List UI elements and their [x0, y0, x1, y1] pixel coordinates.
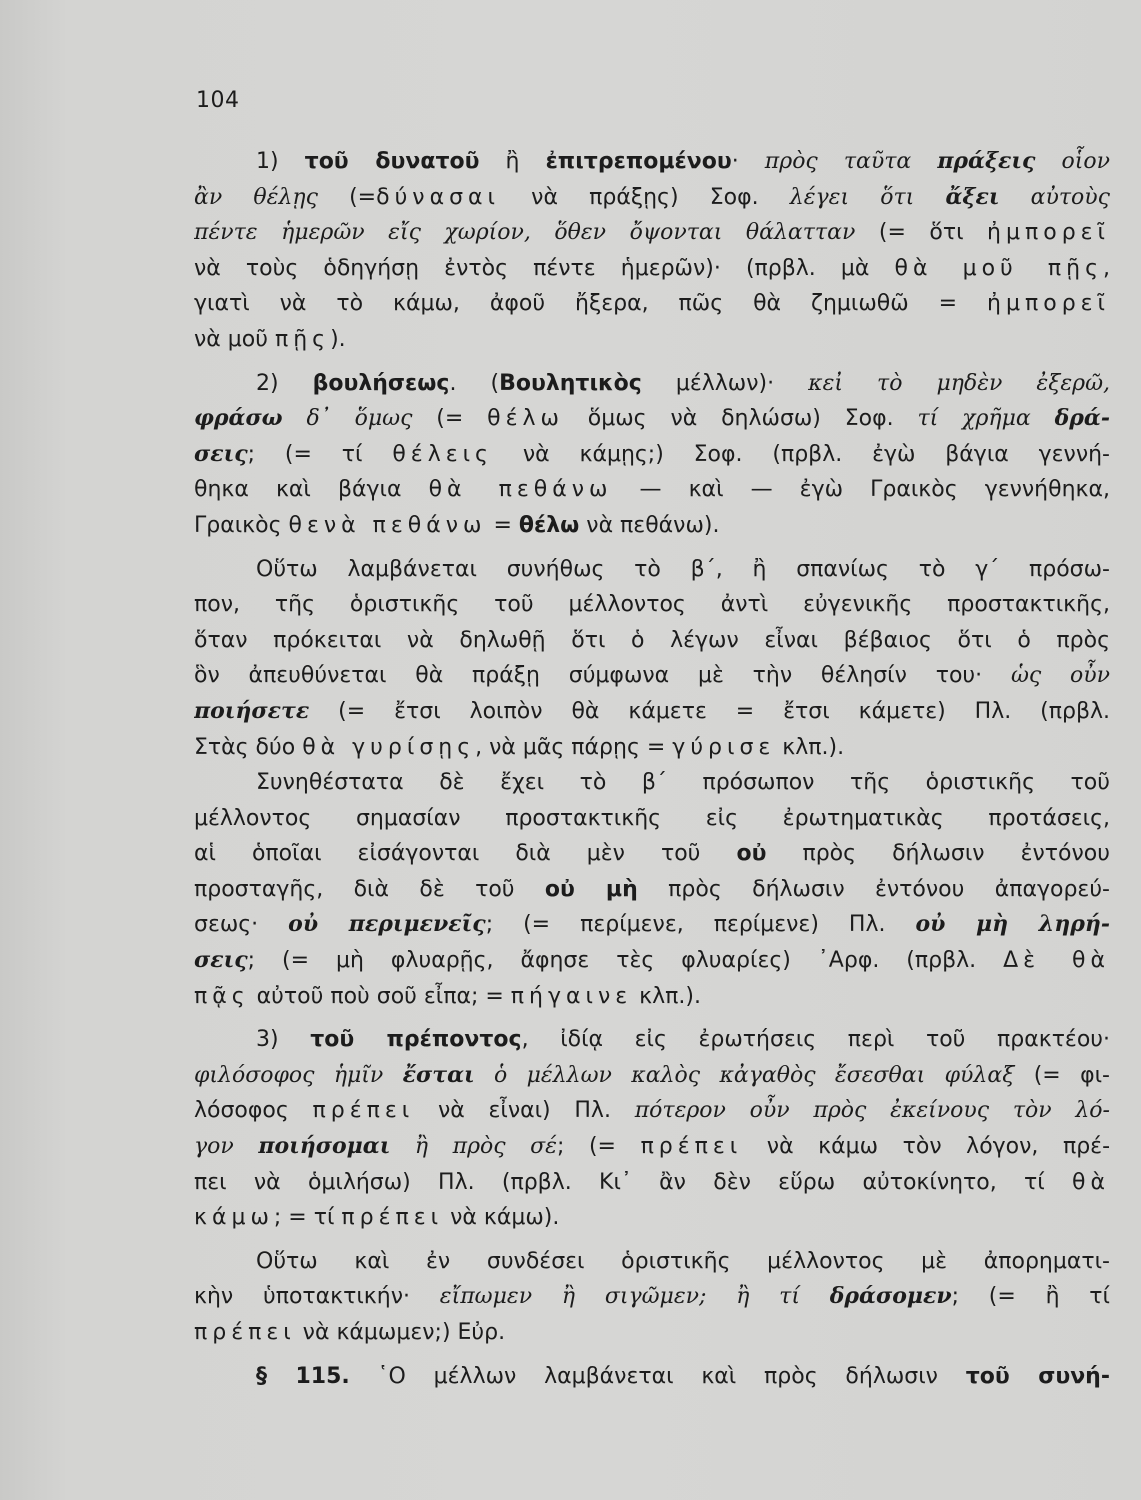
text-run: τοῦ δυνατοῦ: [304, 149, 480, 174]
text-run: κεἰ τὸ μηδὲν ἐξερῶ,: [808, 370, 1110, 396]
text-line: [194, 694, 1110, 730]
text-line: [194, 366, 1110, 402]
text-run: ; (= ἢ τί: [951, 1284, 1110, 1310]
text-run: πει νὰ ὁμιλήσω) Πλ. (πρβλ. Κι᾽ ἂν δὲν εὕρω αὐτοκίνητο, τί: [194, 1169, 1073, 1195]
text-run: ὡς οὖν: [1010, 663, 1110, 689]
text-run: κλπ.).: [775, 734, 845, 760]
body-text: [194, 144, 1110, 1394]
text-run: εἴπωμεν ἢ σιγῶμεν; ἢ τί: [439, 1284, 830, 1310]
text-line: [194, 1022, 1110, 1058]
text-run: κλπ.).: [632, 983, 701, 1009]
text-line: [194, 872, 1110, 908]
text-run: δράσομεν: [829, 1283, 952, 1310]
text-run: πρὸς δήλωσιν ἐντόνου: [766, 841, 1110, 867]
text-line: [194, 1058, 1110, 1094]
text-line: [194, 1244, 1110, 1280]
text-run: θὰ: [1072, 1169, 1110, 1195]
text-run: θηκα καὶ βάγια: [194, 477, 429, 503]
text-line: [194, 907, 1110, 943]
text-run: πρὸς ταῦτα: [764, 149, 938, 174]
text-run: Γραικὸς: [194, 512, 289, 538]
text-line: [194, 943, 1110, 979]
text-run: Δὲ θὰ: [1003, 948, 1110, 974]
text-run: πᾷς: [194, 983, 250, 1009]
text-run: πρέπει: [194, 1320, 296, 1345]
text-run: σεις: [194, 947, 248, 974]
text-run: =: [486, 512, 519, 538]
text-run: § 115.: [256, 1363, 350, 1389]
text-run: Συνηθέστατα δὲ ἔχει τὸ β΄ πρόσωπον τῆς ὁριστικῆς τοῦ: [256, 770, 1110, 796]
text-run: γον: [194, 1134, 259, 1160]
text-run: ὃν ἀπευθύνεται θὰ πράξῃ σύμφωνα μὲ τὴν θέλησίν του·: [194, 663, 1011, 689]
text-run: ποιήσομαι: [258, 1133, 391, 1160]
text-run: ; (= περίμενε, περίμενε) Πλ.: [485, 912, 916, 938]
text-run: ; (= τί: [247, 441, 393, 467]
text-line: [194, 508, 1110, 544]
text-run: βουλήσεως: [312, 370, 450, 396]
text-run: νὰ εἶναι) Πλ.: [414, 1098, 635, 1124]
text-run: νὰ πεθάνω).: [579, 512, 720, 538]
text-run: πρὸς δήλωσιν ἐντόνου ἀπαγορεύ-: [637, 876, 1110, 902]
text-line: [194, 801, 1110, 837]
text-run: αὐτοῦ ποὺ σοῦ εἶπα; =: [249, 983, 511, 1009]
text-line: [194, 587, 1110, 623]
text-run: πρέπει: [341, 1205, 444, 1231]
text-run: (=: [412, 406, 488, 432]
text-run: θέλεις: [392, 441, 493, 467]
text-run: οὐ μὴ ληρή-: [915, 911, 1110, 938]
page-number: 104: [196, 88, 240, 113]
text-run: ἔσται: [402, 1061, 475, 1088]
text-run: ὅμως νὰ δηλώσω) Σοφ.: [563, 406, 918, 432]
text-run: δρά-: [1054, 405, 1110, 432]
text-run: λέγει ὅτι: [789, 184, 946, 210]
text-run: ὁ μέλλων καλὸς κἀγαθὸς ἔσεσθαι φύλαξ: [474, 1062, 1015, 1088]
text-line: [194, 401, 1110, 437]
text-run: (= ἔτσι λοιπὸν θὰ κάμετε = ἔτσι κάμετε) Πλ. (πρβλ.: [309, 698, 1110, 724]
text-run: Στὰς δύο: [194, 734, 303, 760]
text-run: ποιήσετε: [194, 697, 310, 724]
text-line: [194, 1129, 1110, 1165]
text-line: [194, 730, 1110, 766]
text-run: αἱ ὁποῖαι εἰσάγονται διὰ μὲν τοῦ: [194, 841, 737, 867]
text-run: θέλω: [487, 406, 564, 432]
text-run: ; = τί: [273, 1205, 342, 1231]
text-run: πον, τῆς ὁριστικῆς τοῦ μέλλοντος ἀντὶ εὐγενικῆς προστακτικῆς,: [194, 592, 1110, 618]
text-run: τοῦ συνή-: [965, 1363, 1110, 1389]
text-run: πῇς: [274, 326, 331, 352]
text-run: ἂν θέλῃς: [194, 184, 318, 210]
text-line: [194, 1200, 1110, 1236]
text-run: 3): [256, 1027, 311, 1053]
text-run: αὐτοὺς: [999, 184, 1110, 210]
text-run: θέλω: [518, 512, 580, 538]
text-run: ἐπιτρεπομένου: [545, 149, 732, 174]
text-run: πρέπει: [640, 1134, 743, 1160]
text-run: πήγαινε: [510, 983, 633, 1009]
text-run: νὰ κάμωμεν;) Εὐρ.: [295, 1320, 506, 1345]
text-line: [194, 472, 1110, 508]
text-line: [194, 979, 1110, 1015]
text-line: [194, 1279, 1110, 1315]
text-run: θὰ μοῦ πῇς: [894, 255, 1103, 281]
text-run: ἠμπορεῖ: [987, 220, 1110, 246]
text-run: νὰ τοὺς ὁδηγήσῃ ἐντὸς πέντε ἡμερῶν)· (πρβλ. μὰ: [194, 255, 895, 281]
text-line: [194, 286, 1110, 322]
text-run: κὴν ὑποτακτικήν·: [194, 1284, 440, 1310]
text-line: [194, 1165, 1110, 1201]
text-run: Βουλητικὸς: [499, 370, 642, 396]
text-run: δύνασαι: [376, 184, 500, 210]
text-line: [194, 765, 1110, 801]
text-run: ; (= μὴ φλυαρῇς, ἄφησε τὲς φλυαρίες) ᾿Αρφ. (πρβλ.: [247, 948, 1004, 974]
text-run: τοῦ πρέποντος: [310, 1027, 522, 1053]
text-run: φιλόσοφος ἡμῖν: [194, 1062, 403, 1088]
text-run: πότερον οὖν πρὸς ἐκείνους τὸν λό-: [634, 1098, 1110, 1124]
text-run: πρέπει: [312, 1098, 415, 1124]
text-run: ,: [1102, 255, 1110, 281]
text-run: σεως·: [194, 912, 289, 938]
text-run: γιατὶ νὰ τὸ κάμω, ἀφοῦ ἤξερα, πῶς θὰ ζημιωθῶ =: [194, 291, 988, 317]
text-run: ἢ πρὸς σέ: [390, 1134, 557, 1160]
text-run: μέλλων)·: [641, 370, 809, 396]
text-run: (=: [317, 184, 377, 210]
text-line: [194, 623, 1110, 659]
text-run: τί χρῆμα: [917, 406, 1055, 432]
text-run: ).: [330, 326, 346, 352]
text-run: φράσω: [194, 405, 283, 432]
text-line: [194, 251, 1110, 287]
text-run: οὐ: [736, 841, 767, 867]
text-run: σεις: [194, 440, 248, 467]
text-run: λόσοφος: [194, 1098, 313, 1124]
text-run: , νὰ μᾶς πάρῃς =: [475, 734, 673, 760]
text-run: θενὰ πεθάνω: [288, 512, 487, 538]
text-run: 2): [256, 370, 313, 396]
text-line: [194, 180, 1110, 216]
text-run: — καὶ — ἐγὼ Γραικὸς γεννήθηκα,: [612, 477, 1110, 503]
text-run: Οὕτω λαμβάνεται συνήθως τὸ β΄, ἢ σπανίως τὸ γ΄ πρόσω-: [256, 556, 1110, 582]
text-run: ῾Ο μέλλων λαμβάνεται καὶ πρὸς δήλωσιν: [349, 1363, 966, 1389]
text-run: μέλλοντος σημασίαν προστακτικῆς εἰς ἐρωτηματικὰς προτάσεις,: [194, 805, 1110, 831]
text-run: 1): [256, 149, 305, 174]
text-line: [194, 1093, 1110, 1129]
text-run: νὰ πράξῃς) Σοφ.: [499, 184, 790, 210]
text-run: οἷον: [1035, 149, 1110, 174]
text-run: (= ὅτι: [855, 220, 988, 246]
text-line: [194, 1315, 1110, 1351]
text-line: [194, 658, 1110, 694]
text-run: (= φι-: [1014, 1062, 1110, 1088]
text-run: πράξεις: [937, 148, 1036, 174]
text-line: [194, 437, 1110, 473]
text-run: νὰ κάμω τὸν λόγον, πρέ-: [742, 1134, 1110, 1160]
text-run: προσταγῆς, διὰ δὲ τοῦ: [194, 876, 545, 902]
text-line: [194, 144, 1110, 180]
text-run: οὐ περιμενεῖς: [288, 911, 486, 938]
text-run: οὐ μὴ: [544, 876, 638, 902]
text-line: [194, 1359, 1110, 1395]
text-run: Οὕτω καὶ ἐν συνδέσει ὁριστικῆς μέλλοντος μὲ ἀπορηματι-: [256, 1248, 1110, 1274]
text-run: ·: [731, 149, 765, 174]
text-run: γύρισε: [672, 734, 776, 760]
text-run: δ᾽ ὅμως: [282, 406, 413, 432]
text-run: νὰ κάμω).: [443, 1205, 560, 1231]
text-run: . (: [449, 370, 500, 396]
text-run: ἠμπορεῖ: [987, 291, 1110, 317]
text-line: [194, 215, 1110, 251]
text-line: [194, 552, 1110, 588]
text-line: [194, 836, 1110, 872]
text-line: [194, 322, 1110, 358]
text-run: πέντε ἡμερῶν εἴς χωρίον, ὅθεν ὄψονται θάλατταν: [194, 220, 856, 246]
text-run: θὰ πεθάνω: [428, 477, 613, 503]
text-run: νὰ μοῦ: [194, 326, 275, 352]
text-run: νὰ κάμῃς;) Σοφ. (πρβλ. ἐγὼ βάγια γεννή-: [492, 441, 1110, 467]
text-run: θὰ γυρίσῃς: [302, 734, 476, 760]
text-run: , ἰδίᾳ εἰς ἐρωτήσεις περὶ τοῦ πρακτέου·: [521, 1027, 1110, 1053]
text-run: κάμω: [194, 1205, 274, 1231]
text-run: ἄξει: [945, 183, 1000, 210]
text-run: ὅταν πρόκειται νὰ δηλωθῇ ὅτι ὁ λέγων εἶναι βέβαιος ὅτι ὁ πρὸς: [194, 627, 1110, 653]
text-run: ἢ: [479, 149, 546, 174]
text-run: ; (=: [557, 1134, 641, 1160]
